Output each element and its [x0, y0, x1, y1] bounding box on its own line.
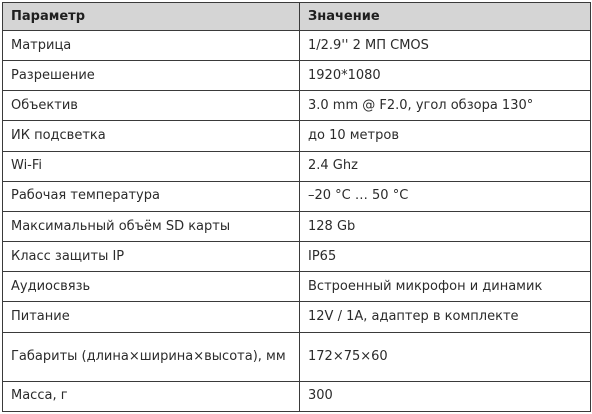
table-row — [3, 91, 591, 121]
table-row — [3, 211, 591, 241]
table-row — [3, 151, 591, 181]
row-value: 300 — [300, 381, 591, 411]
row-label: ИК подсветка — [3, 121, 300, 151]
row-label: Wi-Fi — [3, 151, 300, 181]
table-row — [3, 302, 591, 332]
row-label: Рабочая температура — [3, 181, 300, 211]
row-label: Матрица — [3, 31, 300, 61]
row-label: Максимальный объём SD карты — [3, 211, 300, 241]
row-label: Масса, г — [3, 381, 300, 411]
row-label: Аудиосвязь — [3, 272, 300, 302]
row-value: IP65 — [300, 242, 591, 272]
row-value: 1920*1080 — [300, 61, 591, 91]
row-value: до 10 метров — [300, 121, 591, 151]
table-row — [3, 332, 591, 381]
row-label: Питание — [3, 302, 300, 332]
row-value: 1/2.9'' 2 МП CMOS — [300, 31, 591, 61]
table-row — [3, 381, 591, 411]
row-value: 3.0 mm @ F2.0, угол обзора 130° — [300, 91, 591, 121]
header-value: Значение — [300, 3, 591, 31]
row-value: 172×75×60 — [300, 332, 591, 381]
row-label: Габариты (длина×ширина×высота), мм — [3, 332, 300, 381]
table-header-row — [3, 3, 591, 31]
spec-table — [2, 2, 591, 412]
row-value: 128 Gb — [300, 211, 591, 241]
row-label: Объектив — [3, 91, 300, 121]
table-row — [3, 242, 591, 272]
row-value: 2.4 Ghz — [300, 151, 591, 181]
table-row — [3, 181, 591, 211]
row-value: –20 °С … 50 °С — [300, 181, 591, 211]
header-parameter: Параметр — [3, 3, 300, 31]
row-value: Встроенный микрофон и динамик — [300, 272, 591, 302]
table-row — [3, 61, 591, 91]
table-row — [3, 121, 591, 151]
table-row — [3, 272, 591, 302]
table-row — [3, 31, 591, 61]
row-value: 12V / 1A, адаптер в комплекте — [300, 302, 591, 332]
row-label: Разрешение — [3, 61, 300, 91]
row-label: Класс защиты IP — [3, 242, 300, 272]
